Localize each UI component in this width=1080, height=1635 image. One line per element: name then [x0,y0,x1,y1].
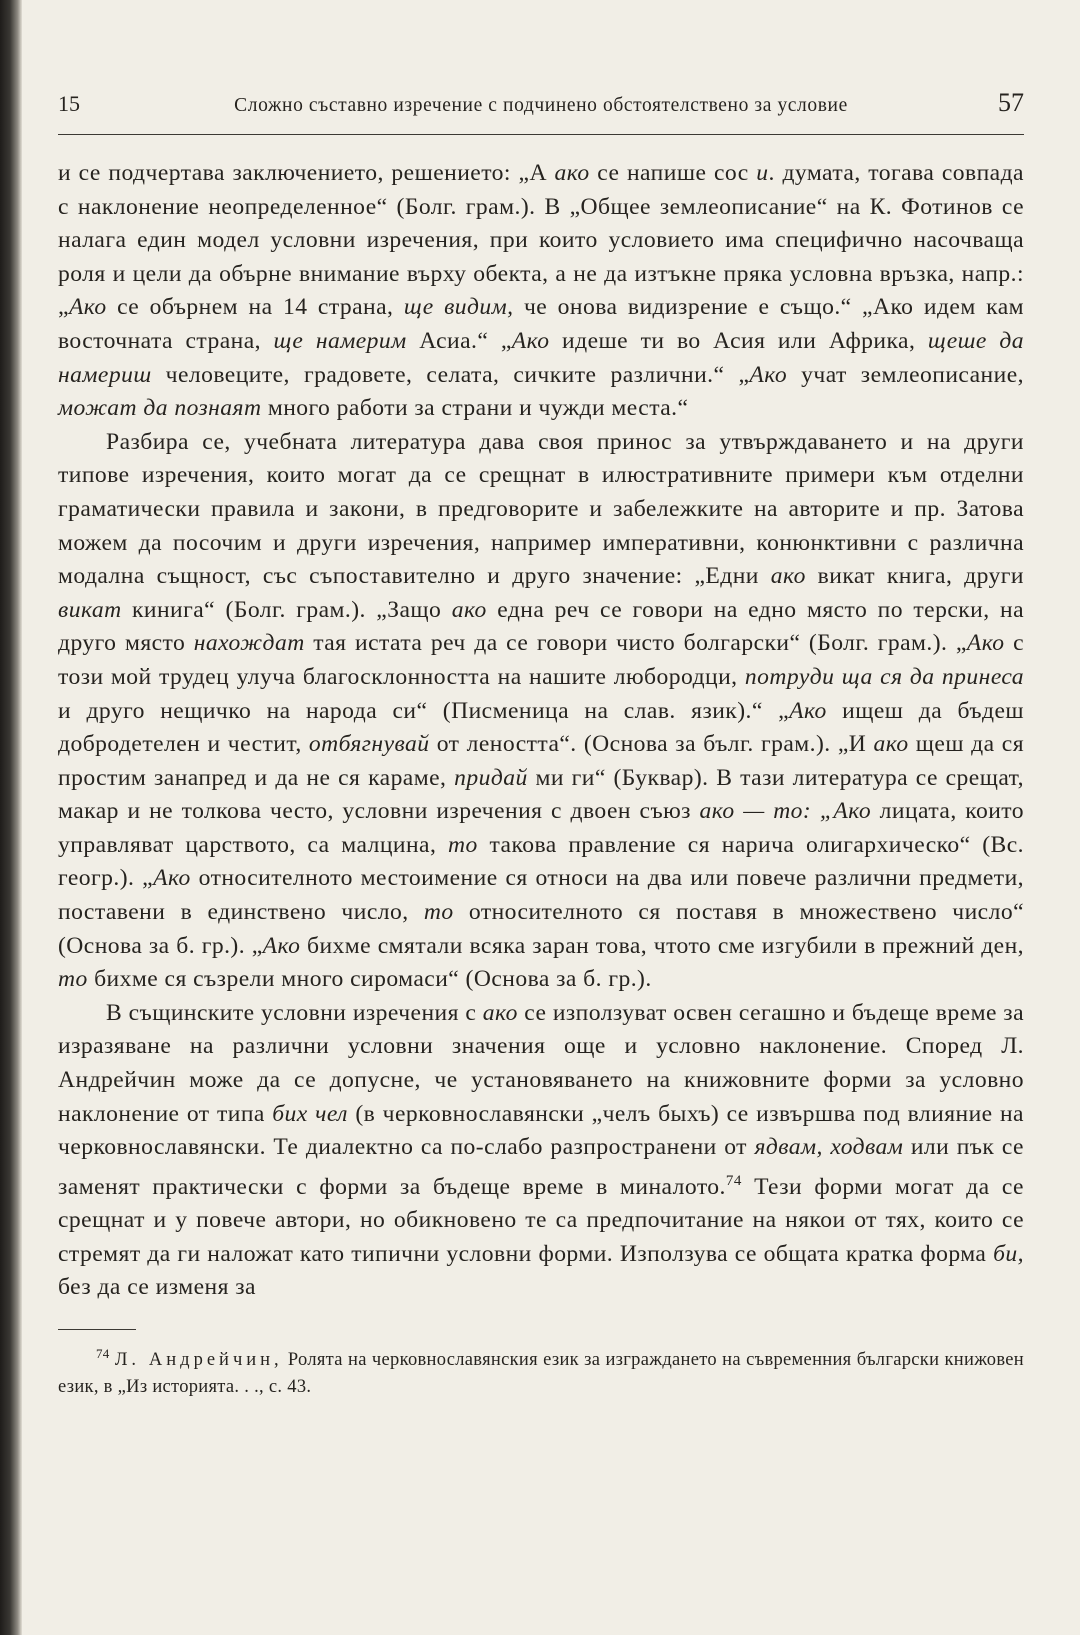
text-run: учат землеописание, [787,361,1024,388]
paragraph [58,997,1024,1305]
italic-example: Ако [153,865,191,892]
italic-example: ако [770,563,806,590]
text-run: кинига“ (Болг. грам.). „Защо [121,596,452,623]
text-run: викат книга, други [805,563,1024,590]
text-run: относителното ся поставя в множествено число“ (Основа за б. гр.). „ [58,899,1024,959]
footnote-marker: 74 [96,1346,110,1362]
text-run: Разбира се, учебната литература дава своя принос за утвърждаването и на други типове изречения, които могат да се срещнат в илюстративните примери към отделни граматически правила и закони, в предговорите и забележките на авторите и пр. Затова можем да посочим и други изречения, например императивни, конюнктивни с различна модална същност, със съпоставително и друго значение: „Едни [58,428,1024,590]
italic-example: ядвам, ходвам [754,1134,904,1161]
italic-example: ще намерим [273,327,407,354]
text-run: една реч се говори на едно място по терски, на друго място [58,596,1025,657]
text-run: и друго нещичко на народа си“ (Писменица на слав. язик).“ „ [58,697,790,724]
text-run: и се подчертава заключението, решението: „А [58,160,555,186]
text-run: тая истата реч да се говори чисто болгарски“ (Болг. грам.). „ [304,630,967,657]
italic-example: Ако [511,327,550,354]
text-run: или пък се заменят практически с форми за бъдеще време в миналото. [58,1134,1024,1200]
italic-example: то [58,966,88,993]
italic-example: и [756,160,769,186]
page-number: 57 [998,88,1024,117]
text-run: се използуват освен сегашно и бъдеще време за изразяване на различни условни значения още и условно наклонение. Според Л. Андрейчин може да се допусне, че установяването на книжовните форми за условно наклонение от типа [58,999,1024,1127]
footnote-text: Ролята на черковнославянския език за изграждането на съвременния български книжовен език, в „Из историята. . ., с. 43. [58,1350,1024,1398]
text-run: лицата, които управляват царството, са малцина, [58,798,1024,858]
italic-example: ако [873,731,909,758]
text-run: такова правление ся нарича олигархическо“ (Вс. геогр.). „ [58,831,1024,892]
italic-example: ако — то: „Ако [699,798,872,825]
footnote-rule [58,1329,136,1330]
paragraph [58,426,1024,997]
text-run: от леността“. (Основа за бълг. грам.). „И [429,731,874,758]
book-binding-edge [0,0,22,1635]
body-text [58,157,1024,1305]
text-run: . думата, тогава совпада с наклонение неопределенное“ (Болг. грам.). В „Общее землеописание“ на К. Фотинов се налага един модел условни изречения, при които условието има специфично насочваща роля и цели да обърне внимание върху обекта, а не да изтъкне пряка условна връзка, напр.: „ [58,160,1024,321]
text-run: бихме ся съзрели много сиромаси“ (Основа за б. гр.). [87,966,652,993]
text-run: Тези форми могат да се срещнат и у повече автори, но обикновено те са предпочитание на някои от тях, които се стремят да ги наложат като типични условни форми. Използува се общата кратка форма [58,1173,1024,1267]
text-run: человеците, градовете, селата, сичките различни.“ „ [151,361,750,388]
italic-example: ако [451,596,487,623]
text-run: идеше ти во Асия или Африка, [549,327,928,354]
section-number: 15 [58,91,80,116]
text-run: относителното местоимение ся относи на два или повече различни предмети, поставени в единствено число, [58,865,1024,926]
text-run: много работи за страни и чужди места.“ [261,395,689,422]
running-header [58,88,1024,135]
book-page [58,88,1024,1608]
italic-example: ако [482,999,518,1026]
italic-example: то [448,831,478,858]
running-title: Сложно съставно изречение с подчинено обстоятелствено за условие [234,95,848,116]
italic-example: бих чел [272,1100,348,1127]
italic-example: то [423,899,454,926]
italic-example: потруди ща ся да принеса [744,663,1024,690]
italic-example: Ако [966,630,1005,657]
italic-example: ако [554,160,590,186]
text-run: се обърнем на 14 страна, [106,294,404,321]
italic-example: би, [993,1240,1024,1267]
footnote-reference: 74 [725,1172,742,1189]
italic-example: нахождат [193,630,305,657]
italic-example: Ако [68,294,107,321]
text-run: Асиа.“ „ [406,327,512,354]
italic-example: ще видим, [403,294,514,321]
text-run: ищеш да бъдеш добродетелен и честит, [58,697,1025,758]
italic-example: щеше да намериш [58,327,1025,388]
italic-example: Ако [749,361,788,388]
italic-example: Ако [789,697,827,724]
italic-example: придай [454,764,528,791]
italic-example: можат да познаят [58,395,262,422]
text-run: без да се изменя за [58,1274,256,1301]
text-run: се напише сос [589,160,757,186]
text-run: щеш да ся простим занапред и да не ся караме, [58,731,1024,791]
footnote-author: Л. Андрейчин, [114,1350,283,1371]
text-run: че онова видизрение е също.“ „Ако идем кам восточната страна, [58,294,1025,354]
footnote [58,1340,1024,1401]
text-run: (в черковнославянски „челъ быхъ) се извършва под влияние на черковнославянски. Те диалектно са по-слабо разпространени от [58,1100,1024,1161]
text-run: с този мой трудец улуча благосклонността на нашите любородци, [58,630,1024,690]
italic-example: викат [58,596,122,623]
text-run: В същинските условни изречения с [106,999,483,1026]
text-run: бихме смятали всяка заран това, чтото сме изгубили в прежний ден, [300,932,1025,959]
italic-example: отбягнувай [308,731,430,758]
italic-example: Ако [262,932,301,959]
paragraph [58,157,1024,426]
text-run: ми ги“ (Буквар). В тази литература се срещат, макар и не толкова често, условни изречения с двоен съюз [58,764,1024,825]
